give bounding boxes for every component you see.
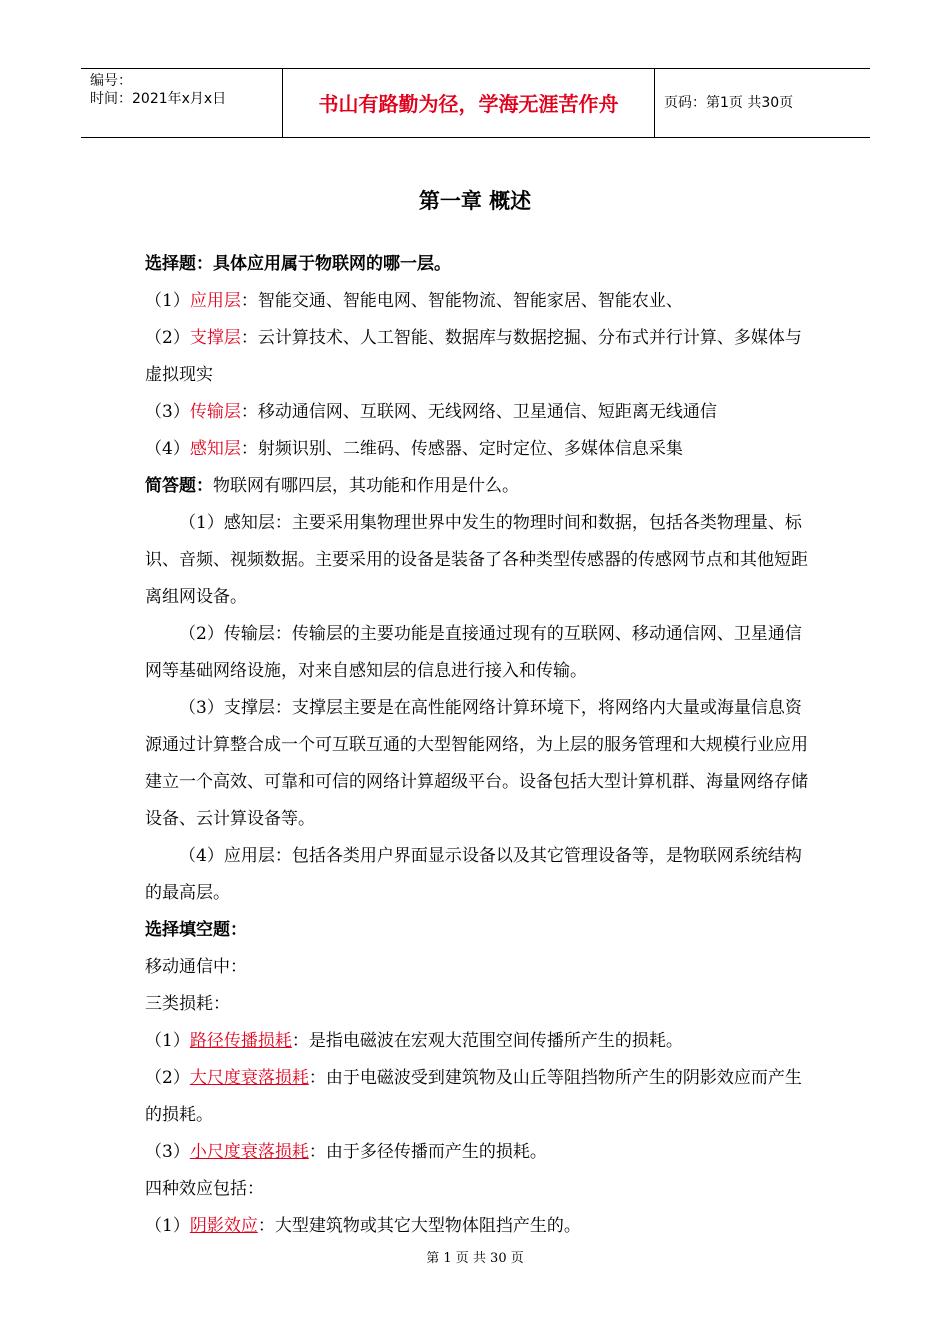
layer-term: 应用层 — [189, 291, 241, 311]
page-info: 页码：第1页 共30页 — [664, 95, 794, 111]
item-number: （1） — [145, 291, 190, 311]
time-label: 时间：2021年x月x日 — [90, 91, 227, 107]
loss-item — [145, 1060, 810, 1134]
header-right-cell — [655, 69, 870, 137]
item-number: （2） — [145, 328, 190, 348]
q1-item — [145, 431, 810, 468]
answer-paragraph: （2）传输层：传输层的主要功能是直接通过现有的互联网、移动通信网、卫星通信网等基础网络设施，对来自感知层的信息进行接入和传输。 — [145, 624, 802, 681]
losses-heading: 三类损耗： — [145, 994, 230, 1014]
item-text: ：是指电磁波在宏观大范围空间传播所产生的损耗。 — [291, 1031, 683, 1051]
answer-paragraph: （1）感知层：主要采用集物理世界中发生的物理时间和数据，包括各类物理量、标识、音频、视频数据。主要采用的设备是装备了各种类型传感器的传感网节点和其他短距离组网设备。 — [145, 513, 808, 607]
header-left-cell — [81, 69, 283, 137]
loss-item — [145, 1023, 810, 1060]
layer-term: 支撑层 — [189, 328, 241, 348]
item-number: （4） — [145, 439, 190, 459]
item-number: （1） — [145, 1216, 190, 1236]
loss-term: 大尺度衰落损耗 — [189, 1068, 309, 1088]
item-number: （3） — [145, 402, 190, 422]
header-middle-cell — [283, 69, 655, 137]
loss-term: 小尺度衰落损耗 — [189, 1142, 309, 1162]
page-footer: 第 1 页 共 30 页 — [426, 1251, 524, 1266]
item-number: （3） — [145, 1142, 190, 1162]
document-body — [145, 246, 810, 1245]
chapter-title: 第一章 概述 — [418, 189, 532, 213]
item-text: ：由于多径传播而产生的损耗。 — [308, 1142, 547, 1162]
effect-term: 阴影效应 — [189, 1216, 258, 1236]
q2-question-text: 物联网有哪四层，其功能和作用是什么。 — [213, 476, 519, 496]
layer-term: 传输层 — [189, 402, 241, 422]
q2-heading: 简答题： — [145, 476, 213, 496]
item-number: （1） — [145, 1031, 190, 1051]
item-text: ：云计算技术、人工智能、数据库与数据挖掘、分布式并行计算、多媒体与虚拟现实 — [145, 328, 802, 385]
q1-item — [145, 320, 810, 394]
answer-paragraph: （4）应用层：包括各类用户界面显示设备以及其它管理设备等，是物联网系统结构的最高层。 — [145, 846, 802, 903]
item-text: ：移动通信网、互联网、无线网络、卫星通信、短距离无线通信 — [240, 402, 717, 422]
answer-paragraph: （3）支撑层：支撑层主要是在高性能网络计算环境下，将网络内大量或海量信息资源通过计算整合成一个可互联互通的大型智能网络，为上层的服务管理和大规模行业应用建立一个高效、可靠和可信的网络计算超级平台。设备包括大型计算机群、海量网络存储设备、云计算设备等。 — [145, 698, 808, 829]
q3-heading: 选择填空题： — [145, 920, 247, 940]
mobile-comm-line: 移动通信中： — [145, 957, 247, 977]
q1-item — [145, 394, 810, 431]
q1-heading: 选择题：具体应用属于物联网的哪一层。 — [145, 254, 451, 274]
item-number: （2） — [145, 1068, 190, 1088]
effects-heading: 四种效应包括： — [145, 1179, 264, 1199]
loss-term: 路径传播损耗 — [189, 1031, 292, 1051]
number-label: 编号： — [90, 73, 132, 89]
layer-term: 感知层 — [189, 439, 241, 459]
q2-question — [145, 468, 810, 505]
q1-item — [145, 283, 810, 320]
loss-item — [145, 1134, 810, 1171]
item-text: ：射频识别、二维码、传感器、定时定位、多媒体信息采集 — [240, 439, 683, 459]
item-text: ：由于电磁波受到建筑物及山丘等阻挡物所产生的阴影效应而产生的损耗。 — [145, 1068, 802, 1125]
item-text: ：智能交通、智能电网、智能物流、智能家居、智能农业、 — [240, 291, 683, 311]
effect-item — [145, 1208, 810, 1245]
motto: 书山有路勤为径，学海无涯苦作舟 — [318, 92, 619, 116]
page-header — [81, 68, 870, 138]
item-text: ：大型建筑物或其它大型物体阻挡产生的。 — [257, 1216, 581, 1236]
